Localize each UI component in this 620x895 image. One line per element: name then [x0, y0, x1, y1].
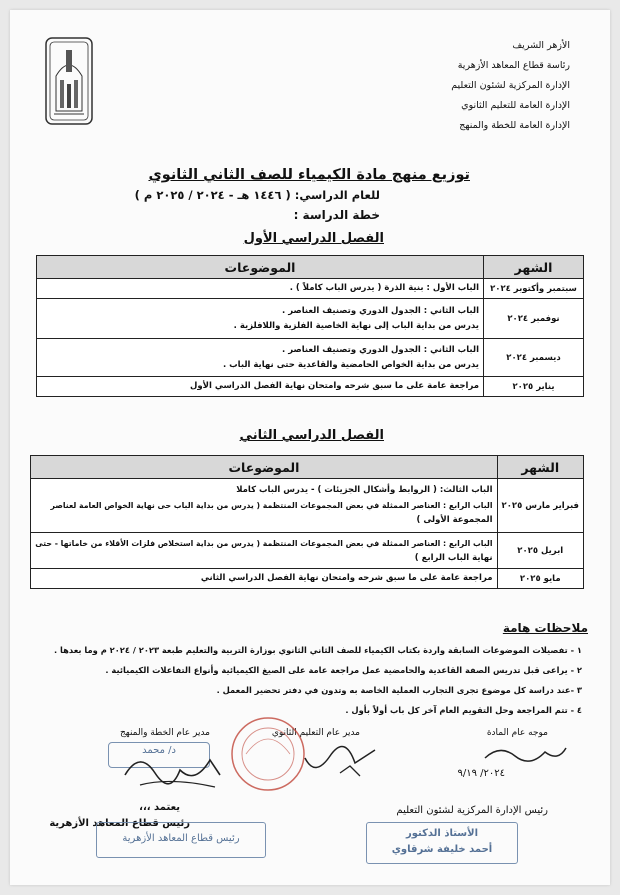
topic-line: الباب الثاني : الجدول الدوري وتصنيف العناصر .: [282, 344, 479, 355]
topic-cell: [37, 279, 484, 299]
azhar-logo: [44, 36, 94, 126]
month-cell: نوفمبر ٢٠٢٤: [484, 299, 584, 339]
table-row: [37, 279, 584, 299]
topic-line: الباب الأول : بنية الذرة ( يدرس الباب كاملاً ) .: [289, 283, 479, 293]
month-cell: ابريل ٢٠٢٥: [497, 533, 583, 569]
plan-label: خطة الدراسة :: [293, 208, 380, 222]
sector-head-stamp: [96, 822, 266, 858]
plan-director-label: مدير عام الخطة والمنهج: [119, 728, 210, 738]
col-topics-header: الموضوعات: [31, 456, 497, 479]
month-cell: مايو ٢٠٢٥: [497, 569, 583, 589]
sector-head-label: رئيس قطاع المعاهد الأزهرية: [49, 818, 190, 829]
month-cell: فبراير مارس ٢٠٢٥: [497, 479, 583, 533]
notes-list: [32, 640, 582, 720]
month-cell: سبتمبر وأكتوبر ٢٠٢٤: [484, 279, 584, 299]
col-month-header: الشهر: [484, 256, 584, 279]
org-line-1: الأزهر الشريف: [512, 40, 570, 51]
topic-cell: [37, 339, 484, 377]
col-month-header: الشهر: [497, 456, 583, 479]
mentor-date: ٢٠٢٤/ ٩/١٩: [457, 768, 505, 779]
note-item: ٣ -عند دراسة كل موضوع تجرى التجارب العملية الخاصة به وتدون في دفتر تحضير المعمل .: [216, 685, 582, 695]
org-line-5: الإدارة العامة للخطة والمنهج: [459, 120, 570, 131]
secondary-director-label: مدير عام التعليم الثانوي: [271, 728, 360, 738]
topic-line: الباب الثالث: ( الروابط وأشكال الجزيئات ) - يدرس الباب كاملا: [236, 485, 493, 495]
table-row: [37, 377, 584, 397]
note-item: ٢ - يراعى قبل تدريس الصفة القاعدية والحامضية عمل مراجعة عامة على الصيغ الكيميائية وأنواع التفاعلات الكيميائية .: [105, 665, 582, 675]
approve-label: يعتمد ،،،: [139, 802, 180, 813]
topic-cell: [31, 479, 497, 533]
red-stamp: [228, 714, 308, 798]
table-row: [31, 533, 584, 569]
topic-line: يدرس من بداية الخواص الحامضية والقاعدية حتى نهاية الباب .: [222, 359, 479, 370]
document-page: [10, 10, 610, 885]
topic-line: الباب الثاني : الجدول الدوري وتصنيف العناصر .: [282, 305, 479, 316]
org-line-4: الإدارة العامة للتعليم الثانوي: [461, 100, 570, 111]
table-row: [31, 569, 584, 589]
org-line-2: رئاسة قطاع المعاهد الأزهرية: [457, 60, 570, 71]
semester2-title: الفصل الدراسي الثاني: [239, 428, 384, 443]
topic-line: نهاية الباب الرابع ): [414, 552, 493, 563]
table-row: [31, 479, 584, 533]
topic-line: يدرس من بداية الباب إلى نهاية الخاصية الفلزية واللافلزية .: [233, 320, 479, 331]
month-cell: يناير ٢٠٢٥: [484, 377, 584, 397]
secondary-director-signature: [300, 738, 390, 792]
central-head-label: رئيس الإدارة المركزية لشئون التعليم: [396, 805, 548, 816]
table-row: [37, 339, 584, 377]
plan-director-signature: [120, 745, 230, 799]
month-cell: ديسمبر ٢٠٢٤: [484, 339, 584, 377]
topic-line: الباب الرابع : العناصر الممثلة في بعض المجموعات المنتظمة ( يدرس من بداية الباب حى نهاية الخواص العامة لعناصر: [50, 501, 493, 510]
notes-title: ملاحظات هامة: [502, 621, 588, 635]
table-row: [37, 299, 584, 339]
org-line-3: الإدارة المركزية لشئون التعليم: [451, 80, 570, 91]
topic-cell: [31, 569, 497, 589]
note-item: ١ - تفصيلات الموضوعات السابقة واردة بكتاب الكيمياء للصف الثاني الثانوي بوزارة التربية والتعليم طبعة ٢٠٢٣ / ٢٠٢٤ م وما بعدها .: [54, 645, 582, 655]
topic-line: مراجعة عامة على ما سبق شرحه وامتحان نهاية الفصل الدراسي الأول: [189, 381, 479, 391]
topic-line: الباب الرابع : العناصر الممثلة في بعض المجموعات المنتظمة ( يدرس من بداية استخلاص فلزات الأقلاء من خاماتها - حتى: [35, 538, 493, 548]
org-header: [320, 36, 570, 136]
stamp-plan-name: د/ محمد: [142, 745, 176, 756]
academic-year: للعام الدراسي: ( ١٤٤٦ هـ - ٢٠٢٤ / ٢٠٢٥ م ): [134, 188, 380, 202]
professor-stamp: [366, 822, 518, 864]
semester1-title: الفصل الدراسي الأول: [243, 231, 384, 246]
topic-cell: [37, 299, 484, 339]
subject-mentor-label: موجه عام المادة: [486, 728, 548, 738]
semester2-table: [30, 455, 584, 589]
topic-line: مراجعة عامة على ما سبق شرحه وامتحان نهاية الفصل الدراسي الثاني: [200, 573, 493, 583]
stamp-prof-name: أحمد خليفة شرقاوي: [391, 844, 493, 855]
stamp-sector-text: رئيس قطاع المعاهد الأزهرية: [122, 833, 240, 844]
topic-line: المجموعة الأولى ): [416, 515, 493, 525]
document-title: توزيع منهج مادة الكيمياء للصف الثاني الثانوي: [148, 167, 470, 183]
topic-cell: [37, 377, 484, 397]
col-topics-header: الموضوعات: [37, 256, 484, 279]
note-item: ٤ - تتم المراجعة وحل التقويم العام آخر كل باب أولاً بأول .: [345, 705, 582, 715]
topic-cell: [31, 533, 497, 569]
semester1-table: [36, 255, 584, 397]
stamp-prof-title: الأستاذ الدكتور: [405, 828, 479, 839]
